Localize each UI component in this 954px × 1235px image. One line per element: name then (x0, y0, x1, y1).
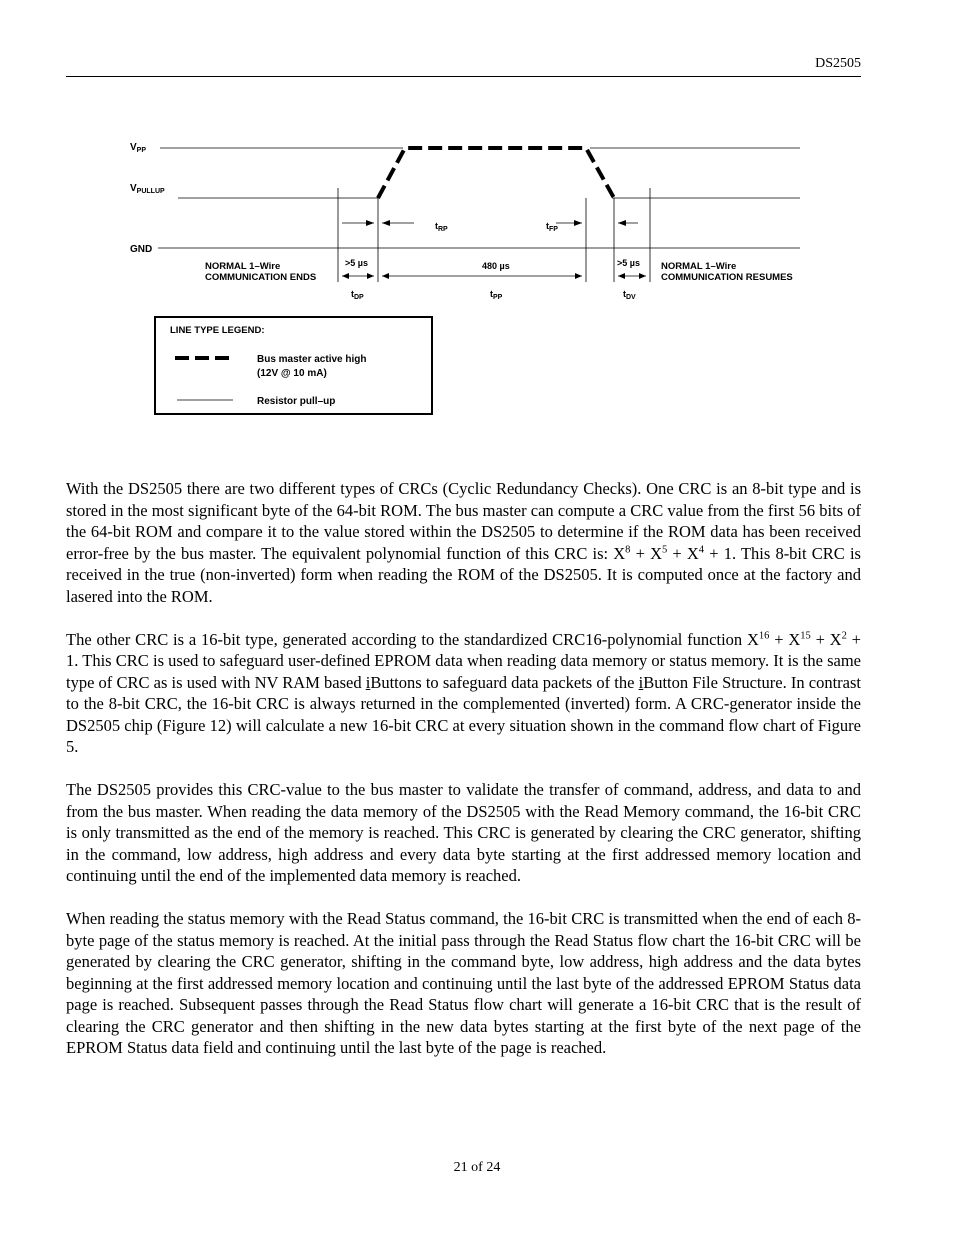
page-header-title: DS2505 (815, 56, 861, 71)
timing-diagram-svg (120, 130, 820, 420)
legend-solid-label: Resistor pull–up (257, 396, 336, 407)
programming-pulse-timing-figure (120, 130, 820, 420)
t-fp-label: $t_{FP}$ (546, 221, 558, 233)
paragraph-8bit-crc: With the DS2505 there are two different types of CRCs (Cyclic Redundancy Checks). One CRC is an 8-bit type and is stored in the most significant byte of the 64-bit ROM. The bus master can compute a CRC value from the first 56 bits of the 64-bit ROM and compare it to the value stored within the DS2505 to determine if the ROM data has been received error-free by the bus master. The equivalent polynomial function of this CRC is: $X^8 + X^5 + X^4 + 1$. This 8-bit CRC is received in the true (non-inverted) form when reading the ROM of the DS2505. It is computed once at the factory and lasered into the ROM. (66, 479, 861, 606)
dp-value: >5 µs (345, 258, 368, 268)
arrow-rp-left (366, 220, 374, 226)
left-note-line2: COMMUNICATION ENDS (205, 272, 317, 283)
header-rule (66, 76, 861, 77)
arrow-fp-left (574, 220, 582, 226)
arrow-fp-right (618, 220, 626, 226)
right-note-line1: NORMAL 1–Wire (661, 261, 737, 272)
t-dv-label: $t_{DV}$ (623, 289, 636, 301)
dv-value: >5 µs (617, 258, 640, 268)
pp-value: 480 µs (482, 261, 510, 271)
legend-title: LINE TYPE LEGEND: (170, 325, 265, 336)
left-note-line1: NORMAL 1–Wire (205, 261, 281, 272)
body-text (66, 478, 861, 1080)
vpullup-label: $V_{PULLUP}$ (130, 183, 165, 195)
t-rp-label: $t_{RP}$ (435, 221, 448, 233)
arrow-rp-right (382, 220, 390, 226)
legend-dashed-label-1: Bus master active high (257, 354, 367, 365)
right-note-line2: COMMUNICATION RESUMES (661, 272, 793, 283)
t-dp-label: $t_{DP}$ (351, 289, 364, 301)
programming-pulse (378, 148, 614, 198)
page-number: 21 of 24 (453, 1160, 501, 1175)
paragraph-16bit-crc: The other CRC is a 16-bit type, generated according to the standardized CRC16-polynomial function $X^{16} + X^{15} + X^2 + 1$. This CRC is used to safeguard user-defined EPROM data when reading data memory or status memory. It is the same type of CRC as is used with NV RAM based iButtons to safeguard data packets of the iButton File Structure. In contrast to the 8-bit CRC, the 16-bit CRC is always returned in the complemented (inverted) form. A CRC-generator inside the DS2505 chip (Figure 12) will calculate a new 16-bit CRC at every situation shown in the command flow chart of Figure 5. (66, 629, 861, 756)
t-pp-label: $t_{PP}$ (490, 289, 503, 301)
paragraph-read-status-crc: When reading the status memory with the Read Status command, the 16-bit CRC is transmitted when the end of each 8-byte page of the status memory is reached. At the initial pass through the Read Status flow chart the 16-bit CRC will be generated by clearing the CRC generator, shifting in the command byte, low address, high address and the data bytes beginning at the first addressed memory location and continuing until the last byte of the addressed EPROM Status data page is reached. Subsequent passes through the Read Status flow chart will generate a 16-bit CRC that is the result of clearing the CRC generator and then shifting in the new data bytes starting at the first byte of the next page of the EPROM Status data field and continuing until the last byte of the page is reached. (66, 909, 861, 1057)
paragraph-read-memory-crc: The DS2505 provides this CRC-value to the bus master to validate the transfer of command, address, and data to and from the bus master. When reading the data memory of the DS2505 with the Read Memory command, the 16-bit CRC is only transmitted as the end of the memory is reached. This CRC is generated by clearing the CRC generator, shifting in the command, low address, high address and every data byte starting at the first addressed memory location and continuing until the end of the implemented data memory is reached. (66, 780, 861, 885)
legend-dashed-label-2: (12V @ 10 mA) (257, 368, 327, 379)
gnd-label: GND (130, 244, 153, 255)
vpp-label: $V_{PP}$ (130, 142, 147, 154)
